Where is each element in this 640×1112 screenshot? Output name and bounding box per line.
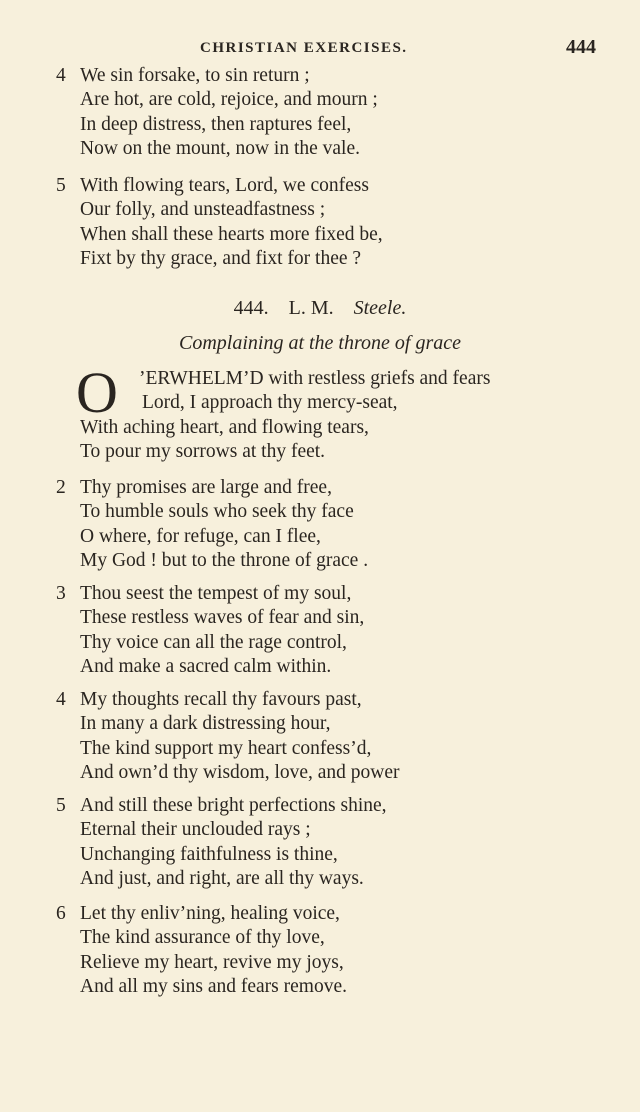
verse-line-text: The kind support my heart confess’d, (80, 737, 372, 759)
verse-line-text: The kind assurance of thy love, (80, 927, 325, 949)
stanza-line (56, 64, 616, 88)
verse-line-text: Thy promises are large and free, (80, 477, 332, 498)
stanza-line (56, 549, 616, 573)
verse-line-text: When shall these hearts more fixed be, (80, 223, 383, 245)
verse-line-text: O where, for refuge, can I flee, (80, 525, 321, 547)
verse-line-text: Are hot, are cold, rejoice, and mourn ; (80, 89, 378, 111)
stanza-number: 4 (56, 689, 66, 710)
stanza-5 (56, 794, 616, 891)
stanza-line (56, 818, 616, 842)
verse-line-text: These restless waves of fear and sin, (80, 607, 365, 629)
verse-line-text: Now on the mount, now in the vale. (80, 137, 360, 159)
verse-line-text: We sin forsake, to sin return ; (80, 65, 310, 86)
verse-line-text: To pour my sorrows at thy feet. (80, 440, 326, 462)
verse-line-text: Eternal their unclouded rays ; (80, 819, 311, 841)
verse-line-text: And still these bright perfections shine, (80, 795, 387, 816)
stanza-number: 6 (56, 903, 66, 924)
stanza-number: 3 (56, 583, 66, 604)
verse-line-text: In deep distress, then raptures feel, (80, 113, 352, 135)
stanza-line (56, 975, 616, 999)
stanza-line (56, 582, 616, 606)
verse-line-text: And just, and right, are all thy ways. (80, 867, 364, 889)
running-head: CHRISTIAN EXERCISES. (200, 40, 408, 56)
stanza-line (56, 113, 616, 137)
verse-line-text: My God ! but to the throne of grace . (80, 549, 369, 571)
stanza-4 (56, 688, 616, 785)
hymn-author: Steele. (353, 297, 407, 319)
stanza-prev-5 (56, 174, 616, 271)
hymn-heading (0, 297, 640, 320)
verse-line-text: To humble souls who seek thy face (80, 501, 354, 523)
verse-line-text: With flowing tears, Lord, we confess (80, 175, 369, 196)
stanza-line (56, 761, 616, 785)
stanza-line (56, 88, 616, 112)
stanza-line (56, 688, 616, 712)
verse-line-text: My thoughts recall thy favours past, (80, 689, 362, 710)
verse-line-text: Unchanging faithfulness is thine, (80, 843, 338, 865)
stanza-line (56, 951, 616, 975)
stanza-line (56, 440, 626, 464)
hymn-meter: L. M. (288, 297, 334, 319)
stanza-line (56, 416, 626, 440)
drop-cap: O (76, 360, 118, 425)
stanza-number: 5 (56, 175, 66, 196)
stanza-2 (56, 476, 616, 573)
stanza-3 (56, 582, 616, 679)
verse-line-text: Thou seest the tempest of my soul, (80, 583, 352, 604)
stanza-line (56, 902, 616, 926)
verse-line-text: Lord, I approach thy mercy-seat, (142, 392, 398, 414)
stanza-line (56, 631, 616, 655)
verse-line-text: Our folly, and unsteadfastness ; (80, 199, 326, 221)
stanza-line (56, 867, 616, 891)
verse-line-text: Relieve my heart, revive my joys, (80, 951, 344, 973)
stanza-number: 2 (56, 477, 66, 498)
stanza-prev-4 (56, 64, 616, 161)
verse-line-text: And all my sins and fears remove. (80, 975, 347, 997)
verse-line-text: Thy voice can all the rage control, (80, 631, 347, 653)
stanza-line (56, 476, 616, 500)
stanza-line (56, 247, 616, 271)
stanza-line (56, 391, 626, 415)
stanza-line (56, 223, 616, 247)
hymn-subtitle: Complaining at the throne of grace (178, 332, 461, 354)
stanza-line (56, 198, 616, 222)
verse-line-text: With aching heart, and flowing tears, (80, 416, 369, 438)
stanza-line (56, 794, 616, 818)
stanza-line (56, 926, 616, 950)
stanza-line (56, 843, 616, 867)
stanza-line (56, 137, 616, 161)
stanza-line (56, 525, 616, 549)
stanza-6 (56, 902, 616, 999)
stanza-line (56, 367, 626, 391)
verse-line-text: ’ERWHELM’D with restless griefs and fears (139, 368, 491, 389)
stanza-line (56, 737, 616, 761)
verse-line-text: And make a sacred calm within. (80, 655, 332, 677)
verse-line-text: Let thy enliv’ning, healing voice, (80, 903, 340, 924)
verse-line-text: And own’d thy wisdom, love, and power (80, 761, 400, 783)
stanza-number: 5 (56, 795, 66, 816)
stanza-line (56, 655, 616, 679)
stanza-line (56, 606, 616, 630)
stanza-line (56, 712, 616, 736)
stanza-line (56, 174, 616, 198)
verse-line-text: Fixt by thy grace, and fixt for thee ? (80, 247, 362, 269)
verse-line-text: In many a dark distressing hour, (80, 713, 331, 735)
stanza-number: 4 (56, 65, 66, 86)
stanza-line (56, 500, 616, 524)
stanza-1 (56, 367, 626, 464)
page-number: 444 (566, 36, 596, 58)
hymn-number: 444. (233, 297, 269, 319)
